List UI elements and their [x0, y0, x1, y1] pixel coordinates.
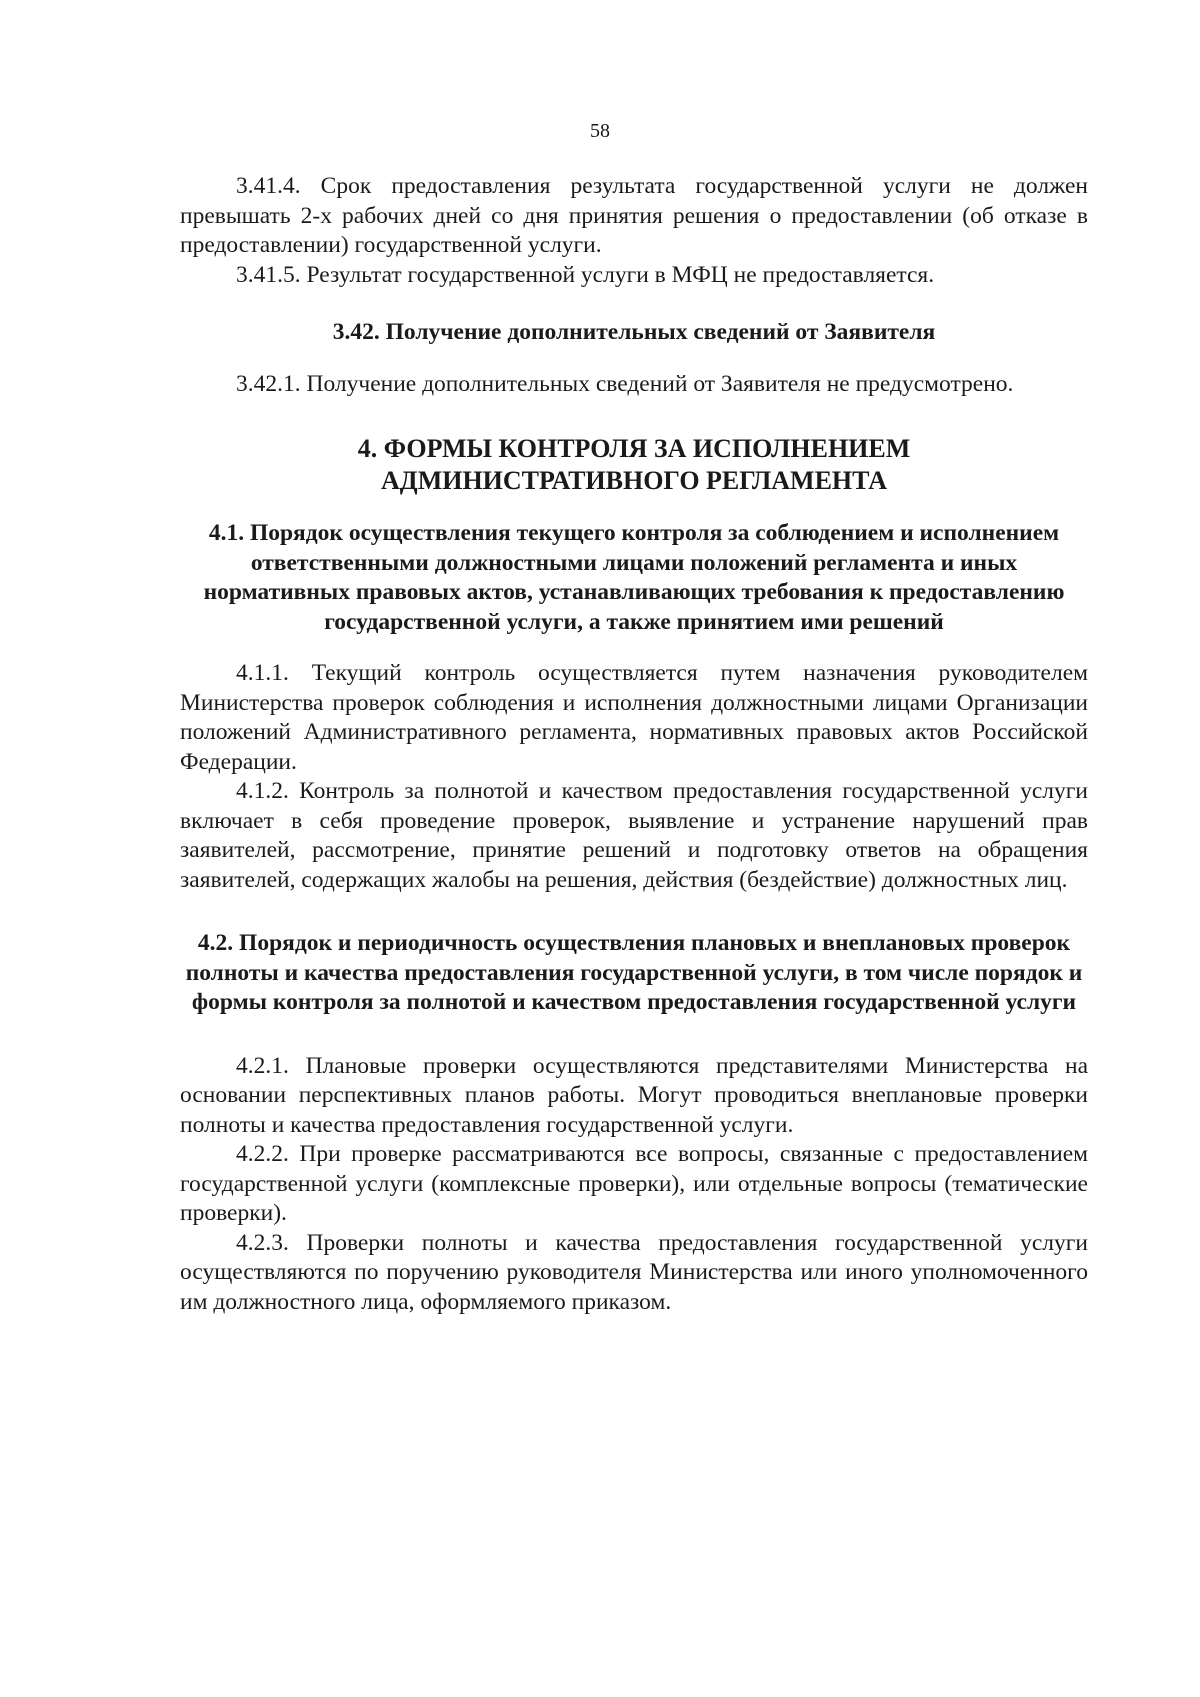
heading-4-2: 4.2. Порядок и периодичность осуществления плановых и внеплановых проверок полноты и качества предоставления государственной услуги, в том числе порядок и формы контроля за полнотой и качеством предоставления государственной услуги — [185, 930, 1083, 1015]
heading-3-42: 3.42. Получение дополнительных сведений от Заявителя — [332, 319, 936, 345]
paragraph-4-1-2: 4.1.2. Контроль за полнотой и качеством предоставления государственной услуги включает в себя проведение проверок, выявление и устранение нарушений прав заявителей, рассмотрение, принятие решений и подготовку ответов на обращения заявителей, содержащих жалобы на решения, действия (бездействие) должностных лиц. — [180, 778, 1088, 893]
document-body — [180, 172, 1088, 1317]
paragraph-4-2-2: 4.2.2. При проверке рассматриваются все вопросы, связанные с предоставлением государственной услуги (комплексные проверки), или отдельные вопросы (тематические проверки). — [180, 1141, 1088, 1226]
paragraph-3-41-5: 3.41.5. Результат государственной услуги в МФЦ не предоставляется. — [236, 261, 935, 288]
chapter-4-title-line1: 4. ФОРМЫ КОНТРОЛЯ ЗА ИСПОЛНЕНИЕМ — [357, 434, 911, 463]
paragraph-4-2-1: 4.2.1. Плановые проверки осуществляются представителями Министерства на основании перспективных планов работы. Могут проводиться внеплановые проверки полноты и качества предоставления государственной услуги. — [180, 1052, 1088, 1138]
paragraph-3-42-1: 3.42.1. Получение дополнительных сведений от Заявителя не предусмотрено. — [236, 370, 1014, 397]
paragraph-3-41-4: 3.41.4. Срок предоставления результата государственной услуги не должен превышать 2-х рабочих дней со дня принятия решения о предоставлении (об отказе в предоставлении) государственной услуги. — [180, 173, 1088, 258]
paragraph-4-1-1: 4.1.1. Текущий контроль осуществляется путем назначения руководителем Министерства проверок соблюдения и исполнения должностными лицами Организации положений Административного регламента, нормативных правовых актов Российской Федерации. — [180, 660, 1088, 775]
page-number: 58 — [590, 120, 610, 142]
heading-4-1: 4.1. Порядок осуществления текущего контроля за соблюдением и исполнением ответственными должностными лицами положений регламента и иных нормативных правовых актов, устанавливающих требования к предоставлению государственной услуги, а также принятием ими решений — [203, 520, 1065, 635]
chapter-4-title-line2: АДМИНИСТРАТИВНОГО РЕГЛАМЕНТА — [381, 466, 887, 495]
paragraph-4-2-3: 4.2.3. Проверки полноты и качества предоставления государственной услуги осуществляются по поручению руководителя Министерства или иного уполномоченного им должностного лица, оформляемого приказом. — [180, 1229, 1088, 1315]
